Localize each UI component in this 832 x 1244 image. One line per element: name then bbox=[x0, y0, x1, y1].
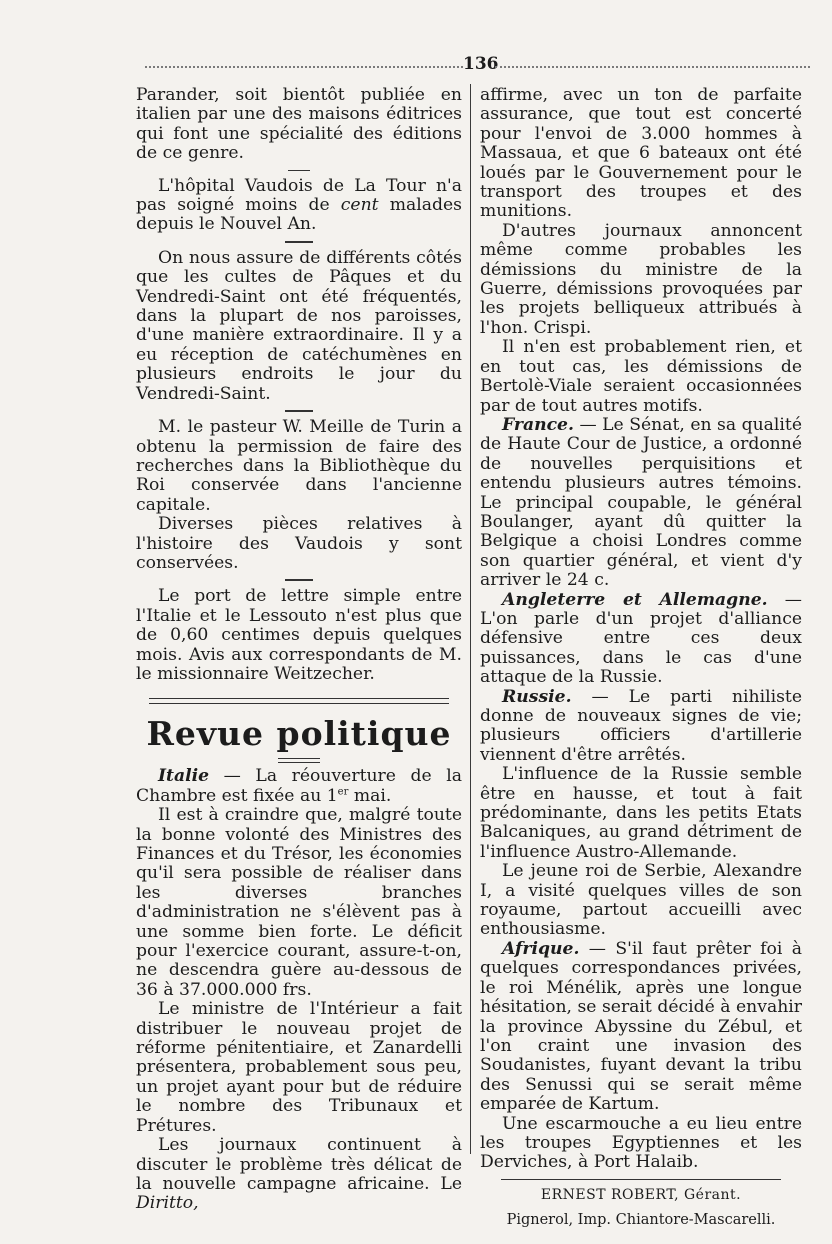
country-label: Russie. bbox=[502, 686, 572, 707]
section-rule bbox=[149, 698, 449, 704]
column-divider bbox=[470, 84, 471, 1154]
paragraph: Le port de lettre simple entre l'Italie et le Lessouto n'est plus que de 0,60 centimes depuis quelques mois. Avis aux correspondants de M. le missionnaire Weitzecher. bbox=[136, 586, 462, 684]
paragraph: Une escarmouche a eu lieu entre les troupes Egyptiennes et les Derviches, à Port Halaib. bbox=[480, 1113, 802, 1173]
paragraph: D'autres journaux annoncent même comme probables les démissions du ministre de la Guerre, démissions provoquées par les projets belliqueux attribués à l'hon. Crispi. bbox=[480, 220, 802, 338]
paragraph: Le ministre de l'Intérieur a fait distribuer le nouveau projet de réforme pénitentiaire, et Zanardelli présentera, probablement sous peu, un projet ayant pour but de réduire le nombre des Tribunaux et Prétures. bbox=[136, 999, 462, 1136]
text-run: — Le parti nihiliste donne de nouveaux signes de vie; plusieurs officiers d'artillerie viennent d'être arrêtés. bbox=[480, 686, 802, 765]
paragraph bbox=[480, 416, 802, 591]
header-rule-right bbox=[495, 66, 810, 68]
paragraph: Il est à craindre que, malgré toute la bonne volonté des Ministres des Finances et du Trésor, les économies qu'il sera possible de réaliser dans les diverses branches d'administration ne s'élèvent pas à une somme bien forte. Le déficit pour l'exercice courant, assure-t-on, ne descendra guère au-dessous de 36 à 37.000.000 frs. bbox=[136, 805, 462, 1000]
title-rule bbox=[278, 758, 320, 763]
paragraph bbox=[136, 767, 462, 806]
separator bbox=[285, 579, 313, 581]
paragraph: affirme, avec un ton de parfaite assurance, que tout est concerté pour l'envoi de 3.000 hommes à Massaua, et que 6 bateaux ont été loués par le Gouvernement pour le transport des troupes et des munitions. bbox=[480, 85, 802, 222]
paragraph: L'influence de la Russie semble être en hausse, et tout à fait prédominante, dans les petits Etats Balcaniques, au grand détriment de l'influence Austro-Allemande. bbox=[480, 764, 802, 862]
paragraph: M. le pasteur W. Meille de Turin a obtenu la permission de faire des recherches dans la Bibliothèque du Roi conservée dans l'ancienne capitale. bbox=[136, 417, 462, 515]
paragraph bbox=[480, 940, 802, 1115]
paragraph: Il n'en est probablement rien, et en tout cas, les démissions de Bertolè-Viale seraient occasionnées par de tout autres motifs. bbox=[480, 337, 802, 416]
signature: ERNEST ROBERT, Gérant. bbox=[540, 1186, 742, 1203]
paragraph bbox=[480, 688, 802, 766]
paragraph bbox=[480, 591, 802, 688]
text-run: — S'il faut prêter foi à quelques correspondances privées, le roi Ménélik, après une longue hésitation, se serait décidé à envahir la province Abyssine du Zébul, et l'on craint une invasion des Soudanistes, fuyant devant la tribu des Senussi qui se serait même emparée de Kartum. bbox=[480, 938, 802, 1115]
imprint: Pignerol, Imp. Chiantore-Mascarelli. bbox=[506, 1212, 776, 1229]
text-run: malades depuis le Nouvel An. bbox=[136, 195, 462, 235]
paragraph: Le jeune roi de Serbie, Alexandre I, a visité quelques villes de son royaume, partout accueilli avec enthousiasme. bbox=[480, 861, 802, 940]
section-title: Revue politique bbox=[146, 714, 452, 754]
paragraph bbox=[136, 177, 462, 235]
page-number: 136 bbox=[463, 54, 499, 74]
emphasis: Diritto, bbox=[136, 1193, 199, 1214]
country-label: France. bbox=[502, 414, 574, 435]
text-run: — Le Sénat, en sa qualité de Haute Cour de Justice, a ordonné de nouvelles perquisitions et entendu plusieurs autres témoins. Le principal coupable, le général Boulanger, ayant dû quitter la Belgique a choisi Londres comme son quartier général, et vient d'y arriver le 24 c. bbox=[480, 414, 802, 591]
paragraph: Diverses pièces relatives à l'histoire des Vaudois y sont conservées. bbox=[136, 514, 462, 573]
signature-rule bbox=[501, 1179, 781, 1180]
left-column bbox=[136, 86, 462, 1214]
separator bbox=[285, 410, 313, 412]
country-label: Italie bbox=[158, 766, 210, 787]
separator bbox=[285, 241, 313, 243]
paragraph: Parander, soit bientôt publiée en italien par une des maisons éditrices qui font une spécialité des éditions de ce genre. bbox=[136, 85, 462, 164]
text-run: — La réouverture de la Chambre est fixée au 1 bbox=[136, 766, 462, 806]
text-run: Les journaux continuent à discuter le problème très délicat de la nouvelle campagne africaine. Le bbox=[136, 1135, 462, 1194]
paragraph bbox=[136, 1136, 462, 1214]
emphasis: cent bbox=[340, 195, 379, 216]
text-run: L'hôpital Vaudois de La Tour n'a pas soigné moins de bbox=[136, 175, 462, 216]
header-rule-left bbox=[145, 66, 463, 68]
paragraph: On nous assure de différents côtés que les cultes de Pâques et du Vendredi-Saint ont été fréquentés, dans la plupart de nos paroisses, d'une manière extraordinaire. Il y a eu réception de catéchumènes en plusieurs endroits le jour du Vendredi-Saint. bbox=[136, 247, 462, 404]
page-header bbox=[145, 54, 810, 80]
country-label: Afrique. bbox=[502, 938, 580, 959]
superscript: er bbox=[337, 786, 349, 798]
separator bbox=[288, 170, 310, 171]
text-run: — L'on parle d'un projet d'alliance défensive entre ces deux puissances, dans le cas d'une attaque de la Russie. bbox=[480, 589, 802, 688]
right-column bbox=[480, 86, 802, 1231]
country-label: Angleterre et Allemagne. bbox=[502, 589, 768, 610]
text-run: mai. bbox=[348, 785, 392, 806]
